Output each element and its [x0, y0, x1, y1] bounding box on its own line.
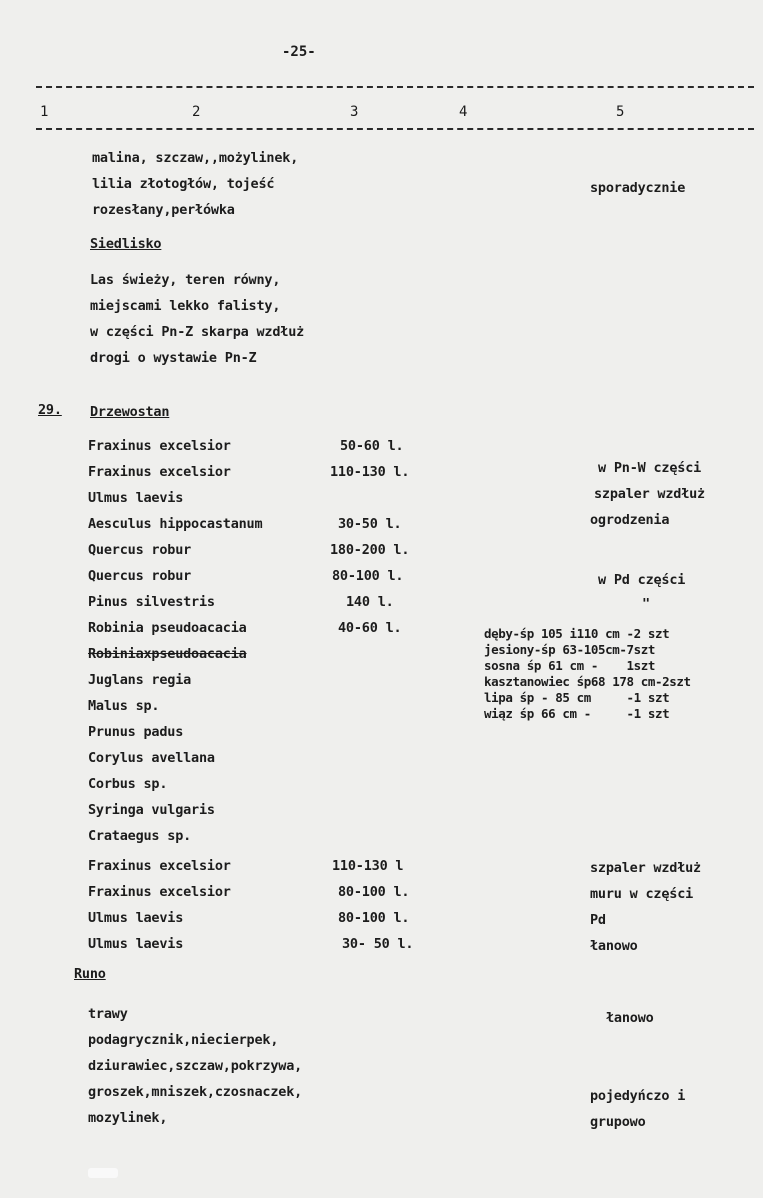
tree-note: łanowo	[590, 938, 638, 954]
tree-name: Corbus sp.	[88, 776, 168, 792]
tree-name: Ulmus laevis	[88, 910, 184, 926]
section-number: 29.	[38, 402, 62, 418]
tree-age: 80-100 l.	[338, 884, 410, 900]
measurement-line: sosna śp 61 cm - 1szt	[484, 658, 656, 673]
tree-note: muru w części	[590, 886, 694, 902]
column-number-4: 4	[459, 104, 468, 120]
column-number-5: 5	[616, 104, 625, 120]
runo-line: groszek,mniszek,czosnaczek,	[88, 1084, 303, 1100]
header-rule-bottom	[36, 128, 754, 130]
runo-line: mozylinek,	[88, 1110, 168, 1126]
measurement-line: kasztanowiec śp68 178 cm-2szt	[484, 674, 691, 689]
siedlisko-heading: Siedlisko	[90, 236, 162, 252]
tree-note: "	[642, 596, 650, 612]
measurement-line: jesiony-śp 63-105cm-7szt	[484, 642, 656, 657]
tree-name: Pinus silvestris	[88, 594, 215, 610]
measurement-line: wiąz śp 66 cm - -1 szt	[484, 706, 670, 721]
header-rule-top	[36, 86, 754, 88]
tree-name: Corylus avellana	[88, 750, 215, 766]
tree-name: Malus sp.	[88, 698, 160, 714]
tree-name: Fraxinus excelsior	[88, 438, 231, 454]
siedlisko-line: miejscami lekko falisty,	[90, 298, 281, 314]
tree-age: 110-130 l	[332, 858, 404, 874]
tree-note: ogrodzenia	[590, 512, 670, 528]
tree-age: 40-60 l.	[338, 620, 402, 636]
tree-note: szpaler wzdłuż	[594, 486, 705, 502]
tree-note: w Pd części	[598, 572, 686, 588]
measurement-line: lipa śp - 85 cm -1 szt	[484, 690, 670, 705]
runo-note: grupowo	[590, 1114, 646, 1130]
tree-name: Fraxinus excelsior	[88, 464, 231, 480]
runo-note: pojedyńczo i	[590, 1088, 686, 1104]
tree-name: Aesculus hippocastanum	[88, 516, 263, 532]
intro-line: rozesłany,perłówka	[92, 202, 235, 218]
tree-age: 50-60 l.	[340, 438, 404, 454]
column-number-1: 1	[40, 104, 49, 120]
tree-name: Fraxinus excelsior	[88, 858, 231, 874]
tree-name-struck: Robiniaxpseudoacacia	[88, 646, 247, 662]
column-number-3: 3	[350, 104, 359, 120]
siedlisko-line: drogi o wystawie Pn-Z	[90, 350, 257, 366]
tree-note: w Pn-W części	[598, 460, 702, 476]
paper-smudge	[88, 1168, 118, 1178]
tree-name: Ulmus laevis	[88, 490, 184, 506]
tree-age: 140 l.	[346, 594, 394, 610]
tree-age: 80-100 l.	[338, 910, 410, 926]
tree-age: 30-50 l.	[338, 516, 402, 532]
siedlisko-line: Las świeży, teren równy,	[90, 272, 281, 288]
tree-age: 80-100 l.	[332, 568, 404, 584]
tree-note: Pd	[590, 912, 606, 928]
tree-name: Juglans regia	[88, 672, 192, 688]
tree-name: Ulmus laevis	[88, 936, 184, 952]
page-number: -25-	[282, 44, 316, 60]
intro-line: malina, szczaw,,możylinek,	[92, 150, 299, 166]
tree-age: 30- 50 l.	[342, 936, 414, 952]
measurement-line: dęby-śp 105 i110 cm -2 szt	[484, 626, 670, 641]
tree-name: Crataegus sp.	[88, 828, 192, 844]
tree-name: Quercus robur	[88, 542, 192, 558]
runo-line: trawy	[88, 1006, 128, 1022]
runo-line: podagrycznik,niecierpek,	[88, 1032, 279, 1048]
tree-name: Fraxinus excelsior	[88, 884, 231, 900]
tree-name: Quercus robur	[88, 568, 192, 584]
runo-line: dziurawiec,szczaw,pokrzywa,	[88, 1058, 303, 1074]
drzewostan-heading: Drzewostan	[90, 404, 170, 420]
tree-note: szpaler wzdłuż	[590, 860, 701, 876]
tree-age: 110-130 l.	[330, 464, 410, 480]
column-number-2: 2	[192, 104, 201, 120]
intro-note: sporadycznie	[590, 180, 686, 196]
runo-heading: Runo	[74, 966, 106, 982]
tree-age: 180-200 l.	[330, 542, 410, 558]
tree-name: Prunus padus	[88, 724, 184, 740]
tree-name: Robinia pseudoacacia	[88, 620, 247, 636]
runo-note: łanowo	[606, 1010, 654, 1026]
intro-line: lilia złotogłów, tojeść	[92, 176, 275, 192]
tree-name: Syringa vulgaris	[88, 802, 215, 818]
siedlisko-line: w części Pn-Z skarpa wzdłuż	[90, 324, 305, 340]
